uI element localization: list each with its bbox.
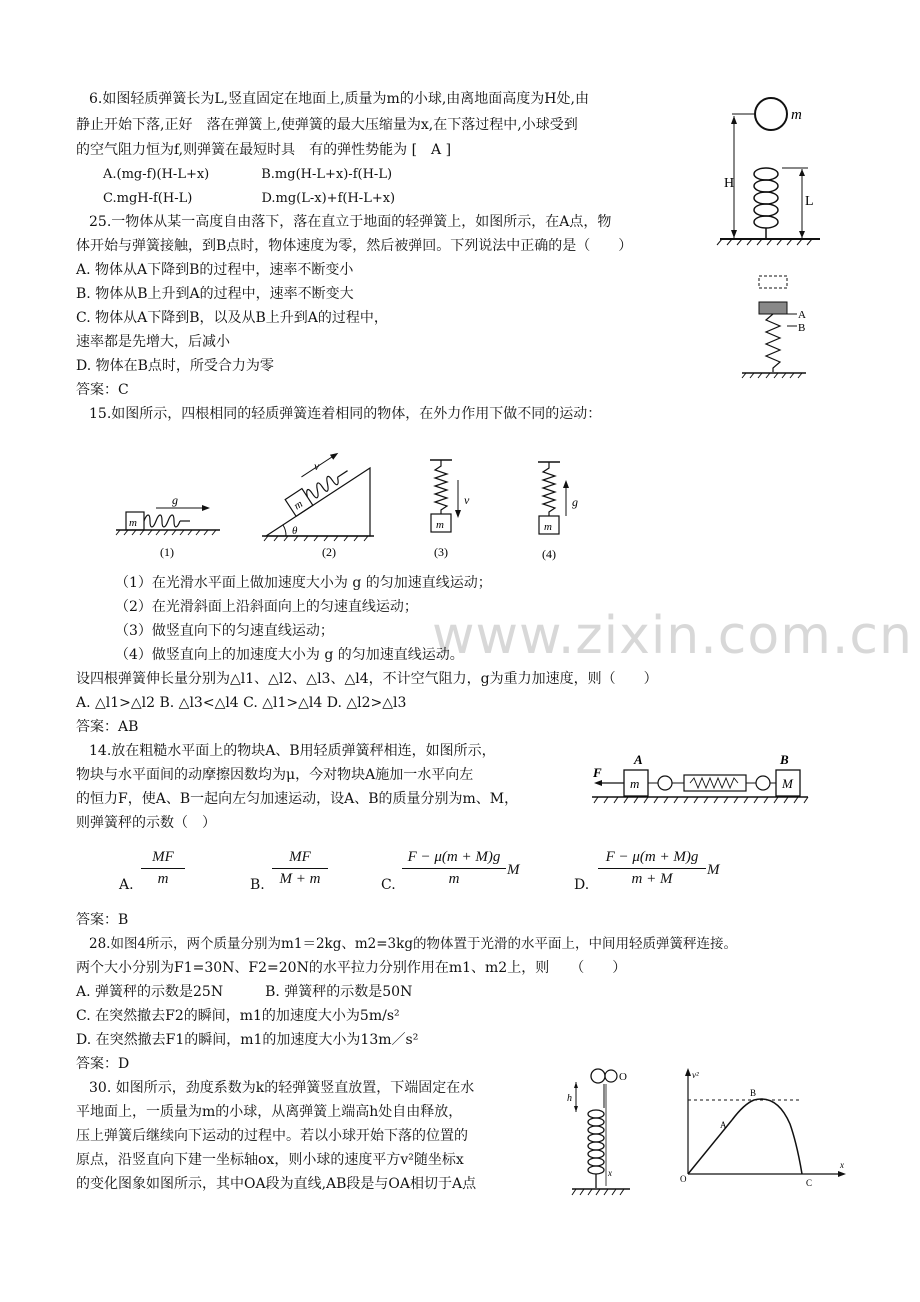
text-line: C. 在突然撤去F2的瞬间，m1的加速度大小为5m/s² [76, 1008, 400, 1024]
text-line: 答案：D [76, 1056, 130, 1072]
mass-a-label: m [630, 776, 640, 791]
text-line: D. 物体在B点时，所受合力为零 [76, 358, 274, 374]
fraction-denominator: M + m [279, 871, 321, 887]
point-b-label: B [798, 322, 806, 334]
option-d-suffix: M [707, 862, 720, 878]
acceleration-label: g [572, 495, 578, 509]
text-line: 的恒力F，使A、B一起向左匀加速运动，设A、B的质量分别为m、M， [76, 791, 519, 807]
point-b-label: B [750, 1088, 757, 1098]
q14-figure [590, 750, 810, 808]
q15-case-3 [430, 460, 470, 559]
text-line: A. △l1>△l2 B. △l3<△l4 C. △l1>△l4 D. △l2>△l3 [76, 695, 407, 711]
text-line: 物块与水平面间的动摩擦因数均为μ，今对物块A施加一水平向左 [76, 767, 474, 783]
point-c-label: C [806, 1178, 813, 1188]
spring-length-label: L [805, 194, 814, 209]
text-line: 速率都是先增大，后减小 [76, 334, 230, 350]
text-line: 的空气阻力恒为f,则弹簧在最短时具 有的弹性势能为 [ A ] [76, 142, 452, 158]
text-line: （1）在光滑水平面上做加速度大小为 g 的匀加速直线运动； [115, 575, 492, 591]
angle-label: θ [292, 525, 298, 537]
text-line: 静止开始下落,正好 落在弹簧上,使弹簧的最大压缩量为x,在下落过程中,小球受到 [76, 117, 578, 133]
ball-mass-label: m [791, 107, 802, 123]
fraction-numerator: MF [141, 849, 185, 869]
velocity-label: v [464, 493, 470, 507]
text-line: （3）做竖直向下的匀速直线运动； [115, 623, 334, 639]
fraction-denominator: m + M [631, 871, 673, 887]
option-c-suffix: M [507, 862, 520, 878]
text-line: 体开始与弹簧接触，到B点时，物体速度为零，然后被弹回。下列说法中正确的是（ ） [76, 238, 633, 254]
q15-figure [112, 450, 592, 568]
text-line: A. 弹簧秤的示数是25N B. 弹簧秤的示数是50N [76, 984, 413, 1000]
q15-case-4 [538, 462, 578, 561]
mass-label: m [129, 517, 137, 529]
text-line: 30. 如图所示，劲度系数为k的轻弹簧竖直放置，下端固定在水 [89, 1080, 475, 1096]
text-line: 答案：AB [76, 719, 139, 735]
text-line: 答案：C [76, 382, 129, 398]
mass-label: m [544, 521, 552, 533]
fraction-numerator: F − μ(m + M)g [402, 849, 506, 869]
height-label: h [567, 1093, 572, 1104]
text-line: 28.如图4所示，两个质量分别为m1＝2kg、m2=3kg的物体置于光滑的水平面上，中间用轻质弹簧秤连接。 [89, 936, 737, 952]
option-a-fraction [141, 849, 185, 888]
q30-graph-figure [672, 1064, 852, 1188]
force-label: F [593, 765, 602, 780]
option-c-fraction [402, 849, 506, 888]
text-line: C. 物体从A下降到B，以及从B上升到A的过程中， [76, 310, 388, 326]
q25-figure [734, 272, 814, 382]
option-c-label: C. [381, 877, 396, 893]
fraction-numerator: F − μ(m + M)g [598, 849, 706, 869]
text-line: D. 在突然撤去F1的瞬间，m1的加速度大小为13m／s² [76, 1032, 419, 1048]
text-line: 设四根弹簧伸长量分别为△l1、△l2、△l3、△l4，不计空气阻力，g为重力加速度，则（ ） [76, 671, 658, 687]
option-d-fraction [598, 849, 706, 888]
text-line: （4）做竖直向上的加速度大小为 g 的匀加速直线运动。 [115, 647, 464, 663]
text-line: （2）在光滑斜面上沿斜面向上的匀速直线运动； [115, 599, 418, 615]
mass-b-label: M [782, 776, 793, 791]
mass-label: m [291, 498, 306, 513]
option-d-label: D. [574, 877, 590, 893]
text-line: 平地面上，一质量为m的小球，从离弹簧上端高h处自由释放， [76, 1104, 463, 1120]
option-b-label: B. [250, 877, 265, 893]
text-line: 则弹簧秤的示数（ ） [76, 815, 216, 831]
text-line: 原点，沿竖直向下建一坐标轴ox，则小球的速度平方v²随坐标x [76, 1152, 464, 1168]
q15-case-2 [262, 450, 374, 559]
axis-x-label: x [840, 1160, 844, 1170]
text-line: A.(mg-f)(H-L+x) B.mg(H-L+x)-f(H-L) [103, 167, 393, 182]
q6-figure [712, 92, 824, 247]
fraction-numerator: MF [272, 849, 328, 869]
text-line: 25.一物体从某一高度自由落下，落在直立于地面的轻弹簧上，如图所示，在A点，物 [89, 214, 612, 230]
text-line: 答案：B [76, 912, 129, 928]
origin-label: O [619, 1071, 627, 1083]
block-a-label: A [634, 752, 643, 767]
case-label: (1) [160, 545, 174, 559]
height-label: H [724, 176, 735, 191]
text-line: 6.如图轻质弹簧长为L,竖直固定在地面上,质量为m的小球,由离地面高度为H处,由 [89, 91, 589, 107]
text-line: 的变化图象如图所示，其中OA段为直线,AB段是与OA相切于A点 [76, 1176, 477, 1192]
text-line: 压上弹簧后继续向下运动的过程中。若以小球开始下落的位置的 [76, 1128, 468, 1144]
text-line: 15.如图所示，四根相同的轻质弹簧连着相同的物体，在外力作用下做不同的运动： [89, 406, 602, 422]
case-label: (2) [322, 545, 336, 559]
case-label: (4) [542, 547, 556, 561]
case-label: (3) [434, 545, 448, 559]
axis-x-label: x [608, 1168, 612, 1178]
block-b-label: B [780, 752, 789, 767]
text-line: 两个大小分别为F1=30N、F2=20N的水平拉力分别作用在m1、m2上，则 （ ） [76, 960, 627, 976]
fraction-denominator: m [157, 871, 169, 887]
mass-label: m [436, 519, 444, 531]
velocity-label: v [314, 459, 320, 473]
text-line: C.mgH-f(H-L) D.mg(L-x)+f(H-L+x) [103, 191, 396, 206]
point-a-label: A [798, 309, 806, 321]
axis-y-label: v² [692, 1070, 699, 1080]
text-line: B. 物体从B上升到A的过程中，速率不断变大 [76, 286, 354, 302]
q15-case-1 [116, 493, 220, 559]
option-a-label: A. [119, 877, 134, 893]
option-b-fraction [272, 849, 328, 888]
q30-spring-figure [566, 1064, 636, 1198]
fraction-denominator: m [448, 871, 460, 887]
text-line: 14.放在粗糙水平面上的物块A、B用轻质弹簧秤相连，如图所示， [89, 743, 496, 759]
text-line: A. 物体从A下降到B的过程中，速率不断变小 [76, 262, 354, 278]
point-a-label: A [720, 1120, 727, 1130]
origin-label: O [680, 1174, 687, 1184]
acceleration-label: g [172, 493, 178, 507]
watermark: www.zixin.com.cn [432, 606, 913, 666]
